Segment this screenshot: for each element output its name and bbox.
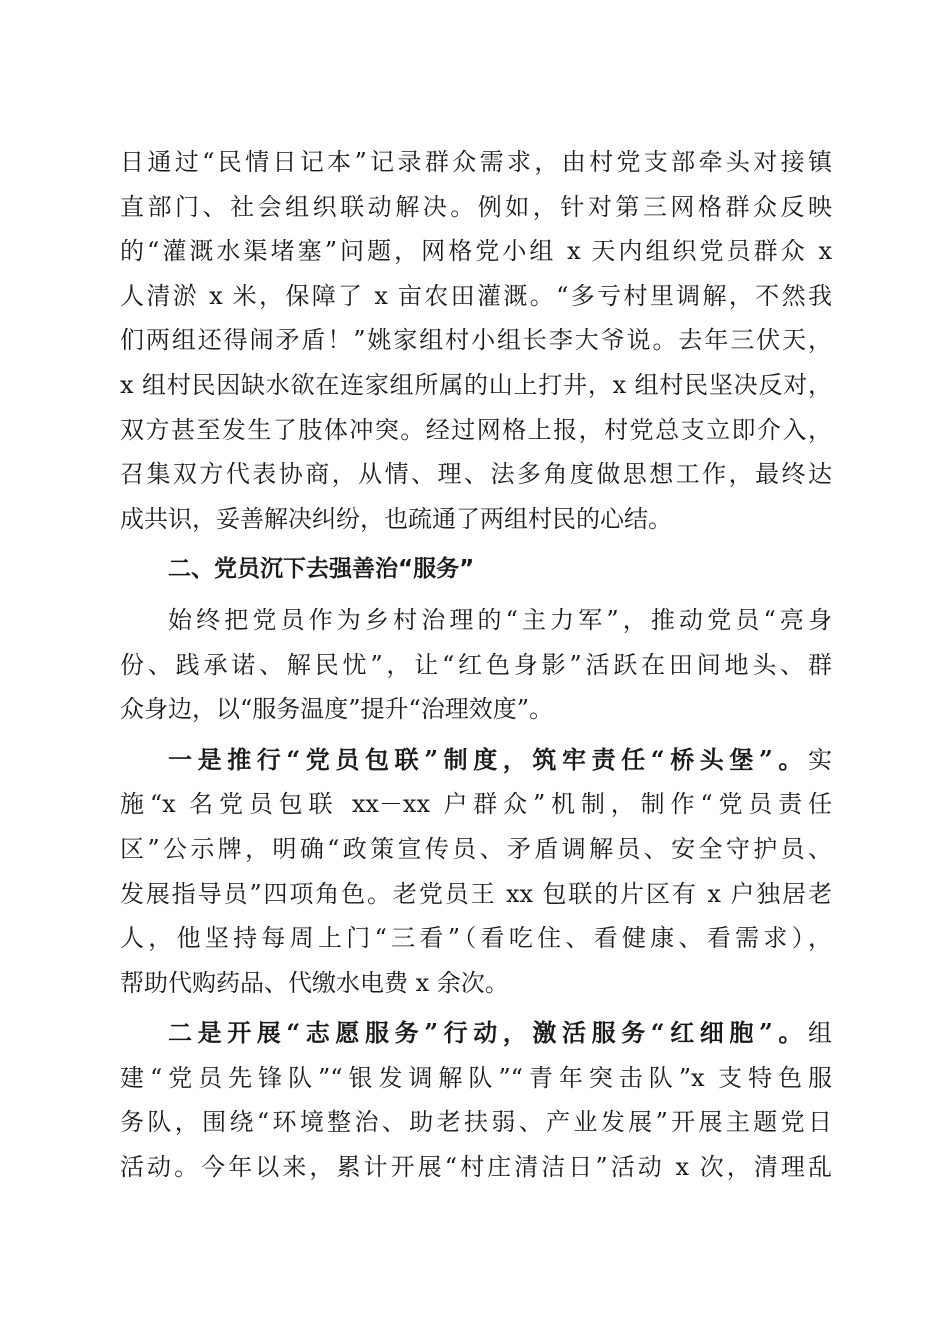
document-body <box>120 140 832 1190</box>
text-line: 众身边，以“服务温度”提升“治理效度”。 <box>120 695 554 724</box>
text-line: 建“党员先锋队”“银发调解队”“青年突击队”x 支特色服 <box>120 1063 832 1092</box>
text-line: 施“x 名党员包联 xx－xx 户群众”机制，制作“党员责任 <box>120 790 832 819</box>
text-line: 的“灌溉水渠堵塞”问题，网格党小组 x 天内组织党员群众 x <box>120 237 832 266</box>
text-line: 务队，围绕“环境整治、助老扶弱、产业发展”开展主题党日 <box>120 1108 832 1137</box>
text-line: 发展指导员”四项角色。老党员王 xx 包联的片区有 x 户独居老 <box>120 879 832 908</box>
paragraph-lead-line <box>120 1011 832 1056</box>
text-line: 日通过“民情日记本”记录群众需求，由村党支部牵头对接镇 <box>120 148 832 176</box>
text-line: 份、践承诺、解民忧”，让“红色身影”活跃在田间地头、群 <box>120 650 832 679</box>
text-line: 活动。今年以来，累计开展“村庄清洁日”活动 x 次，清理乱 <box>120 1153 832 1182</box>
text-line: 帮助代购药品、代缴水电费 x 余次。 <box>120 968 509 997</box>
text-line: 人，他坚持每周上门“三看”（看吃住、看健康、看需求）， <box>120 924 832 953</box>
text-line: 始终把党员作为乡村治理的“主力军”，推动党员“亮身 <box>168 605 832 634</box>
paragraph-lead: 一是推行“党员包联”制度，筑牢责任“桥头堡”。 <box>168 744 808 774</box>
text-line: 区”公示牌，明确“政策宣传员、矛盾调解员、安全守护员、 <box>120 834 832 863</box>
section-heading: 二、党员沉下去强善治“服务” <box>168 556 475 583</box>
text-line: 直部门、社会组织联动解决。例如，针对第三网格群众反映 <box>120 192 832 221</box>
text-line: 召集双方代表协商，从情、理、法多角度做思想工作，最终达 <box>120 460 832 489</box>
text-line: 双方甚至发生了肢体冲突。经过网格上报，村党总支立即介入， <box>120 415 832 444</box>
text-line: 人清淤 x 米，保障了 x 亩农田灌溉。“多亏村里调解，不然我 <box>120 281 832 310</box>
text-line: x 组村民因缺水欲在连家组所属的山上打井，x 组村民坚决反对， <box>120 370 832 399</box>
paragraph-lead-rest: 组 <box>808 1019 832 1048</box>
paragraph-lead: 二是开展“志愿服务”行动，激活服务“红细胞”。 <box>168 1018 808 1048</box>
text-line: 成共识，妥善解决纠纷，也疏通了两组村民的心结。 <box>120 504 672 533</box>
text-line: 们两组还得闹矛盾！”姚家组村小组长李大爷说。去年三伏天， <box>120 326 832 355</box>
paragraph-lead-line <box>120 738 832 783</box>
paragraph-lead-rest: 实 <box>808 745 832 774</box>
